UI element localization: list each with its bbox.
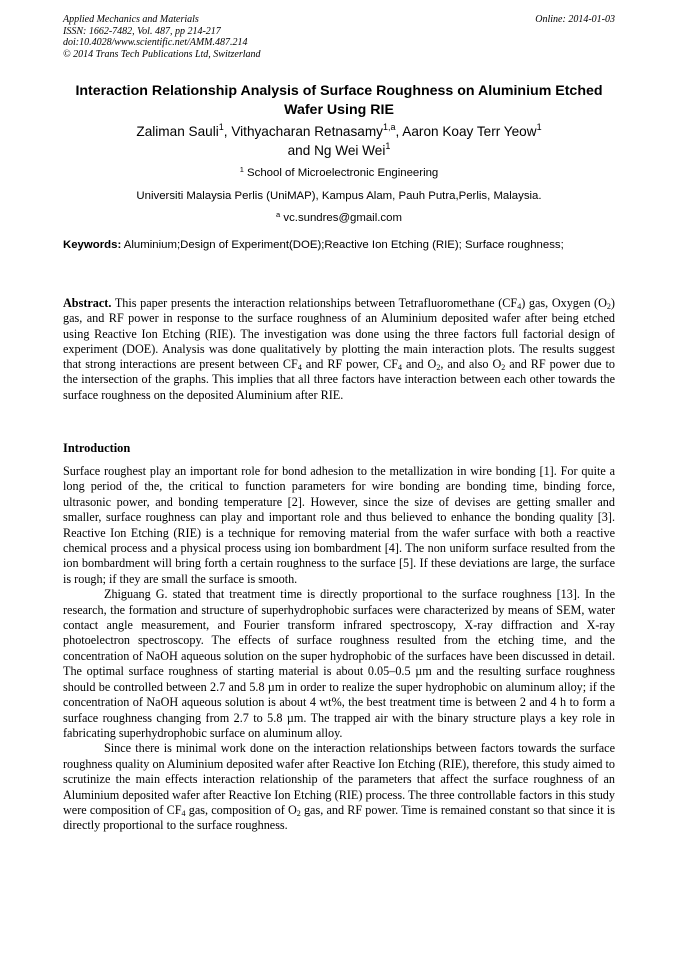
online-date: Online: 2014-01-03	[535, 14, 615, 25]
author-affiliation-mark: 1	[385, 141, 391, 151]
affiliation-email	[63, 211, 615, 225]
author-affiliation-mark: 1	[536, 122, 542, 132]
body-text: Since there is minimal work done on the interaction relationships between factors towards the surface roughness quality on Aluminium deposited wafer after Reactive Ion Etching (RIE), therefore, this study aimed to scrutinize the main effects interaction relationship of the parameters that affect the surface roughness of an Aluminium deposited wafer after Reactive Ion Etching (RIE) process. The three controllable factors in this study were composition of CF	[63, 741, 615, 817]
abstract-text: and RF power due to the intersection of the graphs. This implies that all three factors have interaction between each other towards the surface roughness on the deposited Aluminium after RIE.	[63, 357, 615, 402]
author-name: and Ng Wei Wei	[287, 143, 386, 158]
body-text: gas, composition of O	[185, 802, 297, 817]
journal-copyright: © 2014 Trans Tech Publications Ltd, Switzerland	[63, 48, 261, 60]
subscript: 2	[436, 363, 441, 373]
subscript: 4	[181, 808, 186, 818]
abstract-text: ) gas, and RF power in response to the surface roughness of an Aluminium deposited wafer after being etched using Reactive Ion Etching (RIE). The investigation was done using the three factors full factorial design of experiment (DOE). Analysis was done qualitatively by plotting the main interaction plots. The results suggest that strong interactions are present between CF	[63, 296, 615, 372]
section-heading-introduction: Introduction	[63, 441, 131, 455]
affiliation-school	[63, 166, 615, 180]
author-name: , Vithyacharan Retnasamy	[223, 124, 383, 139]
subscript: 2	[296, 808, 301, 818]
journal-doi: doi:10.4028/www.scientific.net/AMM.487.214	[63, 37, 248, 48]
author-affiliation-mark: 1,a	[382, 122, 396, 132]
affiliation-school-text: School of Microelectronic Engineering	[243, 167, 439, 179]
abstract-text: ) gas, Oxygen (O	[521, 296, 607, 310]
body-paragraph: Zhiguang G. stated that treatment time is directly proportional to the surface roughness [13]. In the research, the formation and structure of superhydrophobic surfaces were characterized by means of SEM, water contact angle measurement, and Fourier transform infrared spectroscopy, X-ray diffraction and X-ray photoelectron spectroscopy. The effects of surface roughness resulted from the etching time, and the concentration of NaOH aqueous solution on the super hydrophobic of the surfaces have been discussed in detail. The optimal surface roughness of starting material is about 0.05–0.5 µm and the resulting surface roughness should be controlled between 2.7 and 5.8 µm in order to realize the super hydrophobic on aluminum alloy; if the concentration of NaOH aqueous solution is about 4 wt%, the best treatment time is between 2 and 4 h to form a surface roughness changing from 2.7 to 5.8 µm. The trapped air with the binary structure plays a key role in fabricating superhydrophobic surface on aluminum alloy.	[63, 587, 615, 740]
subscript: 4	[297, 363, 302, 373]
affiliation-mark: 1	[239, 165, 244, 174]
abstract-text: This paper presents the interaction relationships between Tetrafluoromethane (CF	[111, 296, 518, 310]
author-name: , Aaron Koay Terr Yeow	[395, 124, 537, 139]
subscript: 4	[517, 302, 522, 311]
journal-issn: ISSN: 1662-7482, Vol. 487, pp 214-217	[63, 25, 221, 37]
email-mark: a	[276, 210, 281, 219]
body-text: gas, and RF power. Time is remained constant so that since it is directly proportional to the surface roughness.	[63, 802, 615, 833]
subscript: 2	[501, 363, 506, 373]
journal-info	[63, 14, 615, 60]
author-name: Zaliman Sauli	[136, 124, 219, 139]
email-address[interactable]: vc.sundres@gmail.com	[280, 212, 402, 224]
affiliation-university: Universiti Malaysia Perlis (UniMAP), Kampus Alam, Pauh Putra,Perlis, Malaysia.	[136, 190, 542, 202]
body-paragraph	[63, 741, 615, 833]
author-list	[63, 122, 615, 160]
keywords-label: Keywords:	[63, 239, 122, 251]
paper-title: Interaction Relationship Analysis of Surface Roughness on Aluminium Etched Wafer Using RIE	[75, 83, 603, 118]
abstract	[63, 296, 615, 403]
abstract-text: and O	[402, 357, 437, 372]
journal-name: Applied Mechanics and Materials	[63, 14, 199, 25]
subscript: 4	[398, 363, 403, 373]
keywords	[63, 238, 615, 253]
abstract-label: Abstract.	[63, 296, 112, 310]
journal-header	[63, 14, 615, 60]
subscript: 2	[606, 302, 611, 311]
body-paragraph: Surface roughest play an important role for bond adhesion to the metallization in wire bonding [1]. For quite a long period of the, the critical to function parameters for wire bonding are bonding time, binding force, ultrasonic power, and bonding temperature [2]. However, since the size of devises are getting smaller and smaller, surface roughness can play and important role and thus believed to enhance the bonding quality [3]. Reactive Ion Etching (RIE) is a technique for removing material from the wafer surface with both a reactive chemical process and a physical process using ion bombardment [4]. The non uniform surface resulted from the ion bombardment will bring forth a certain roughness to the surface [5]. If these deviations are large, the surface is rough; if they are small the surface is smooth.	[63, 464, 615, 586]
abstract-text: and RF power, CF	[301, 357, 399, 372]
abstract-text: , and also O	[440, 357, 502, 372]
keywords-text: Aluminium;Design of Experiment(DOE);Reactive Ion Etching (RIE); Surface roughness;	[121, 239, 564, 251]
introduction-body	[63, 464, 615, 834]
author-affiliation-mark: 1	[218, 122, 224, 132]
